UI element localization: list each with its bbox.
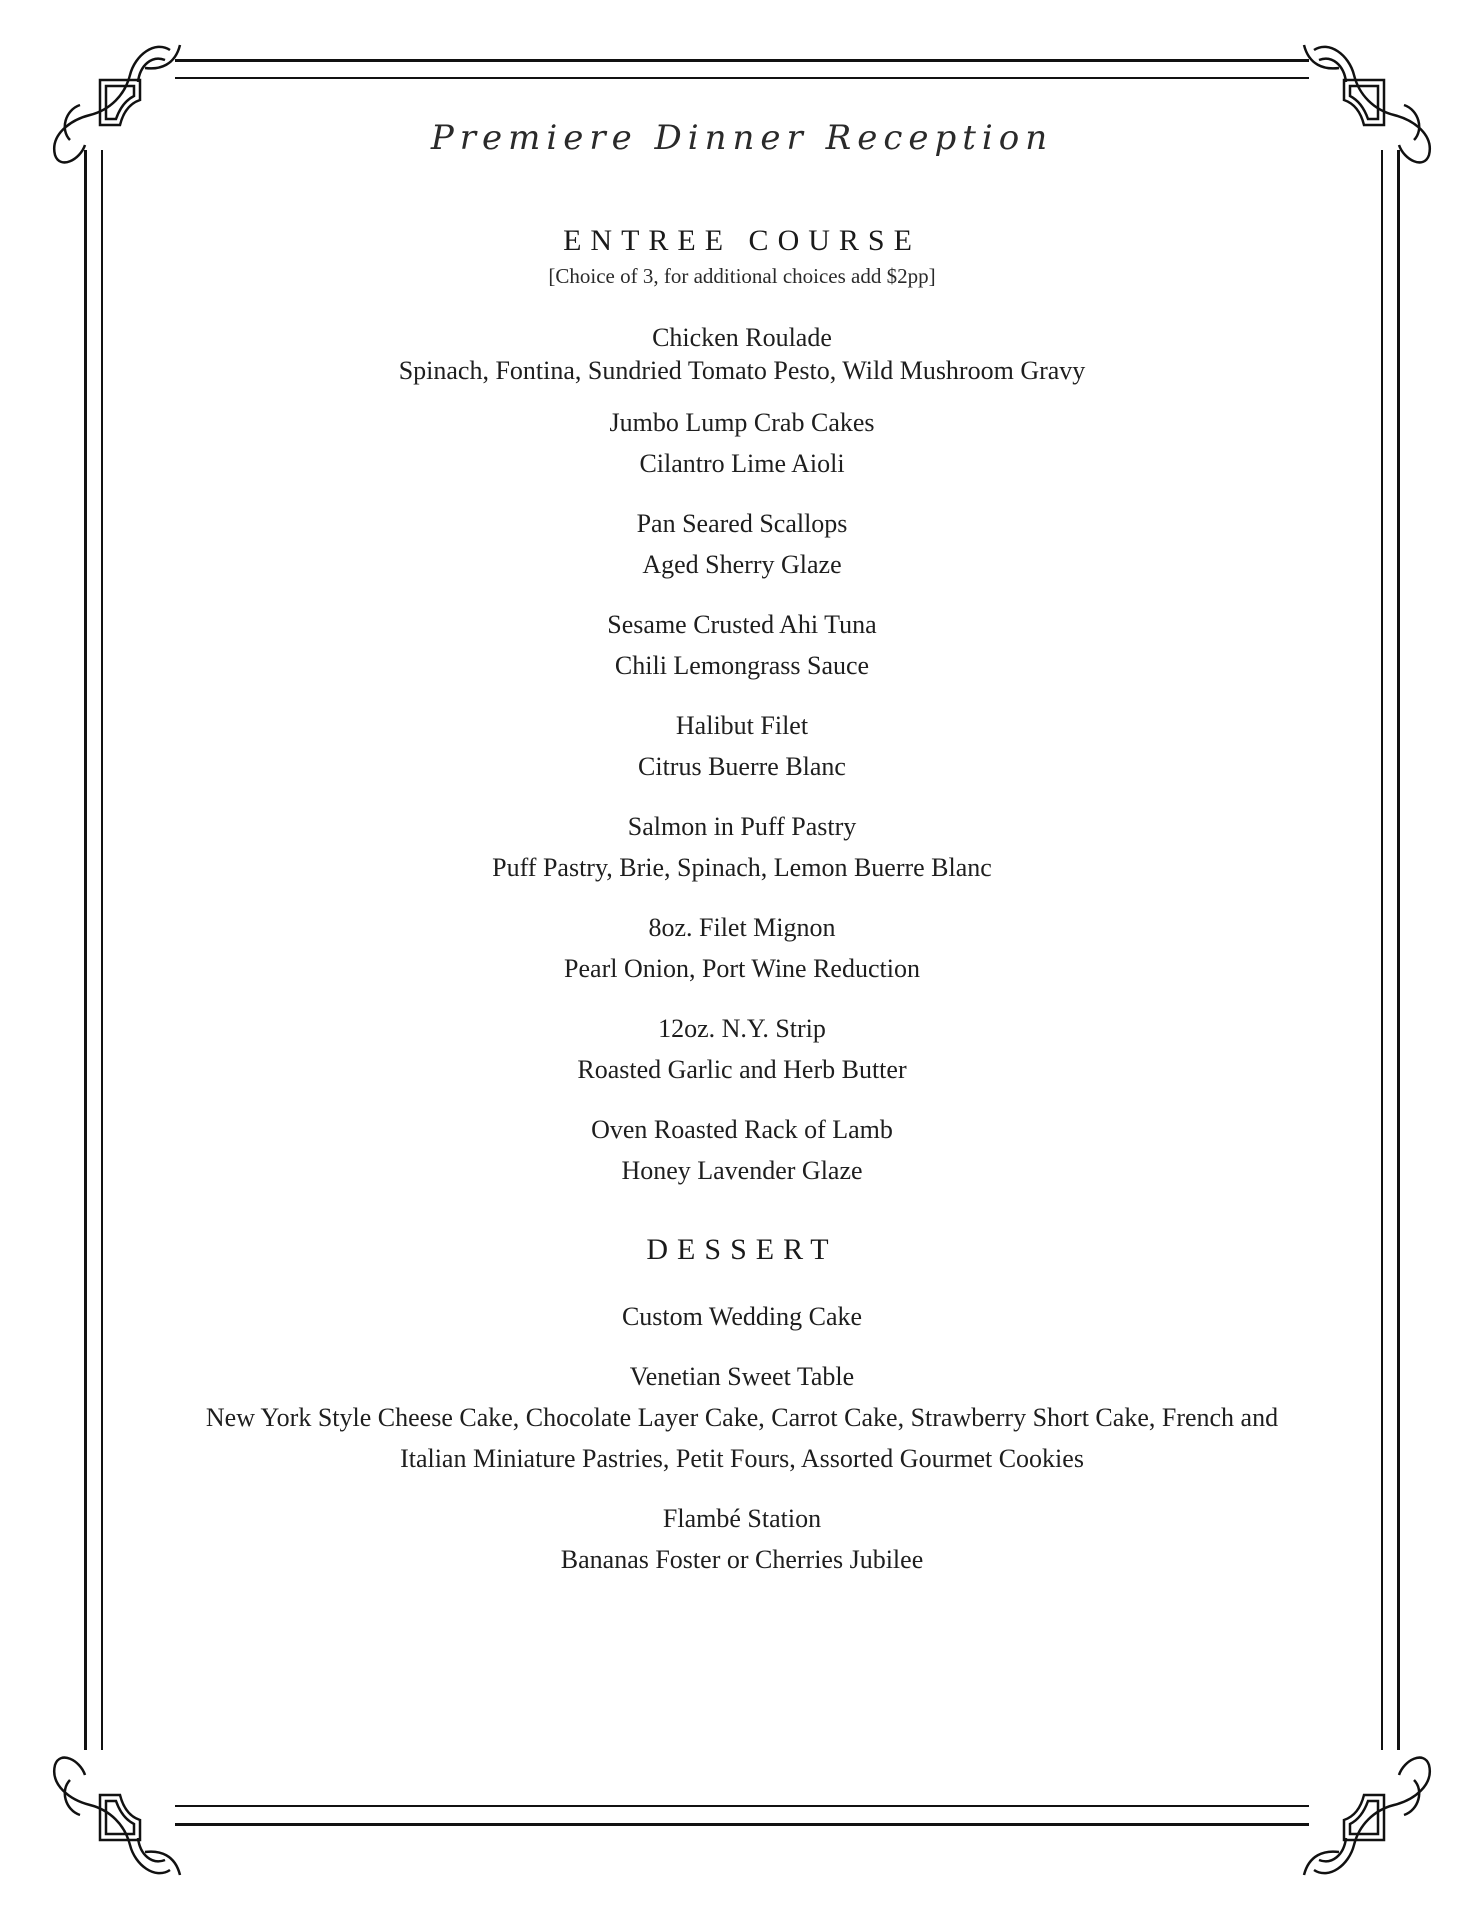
- entree-item-desc: Spinach, Fontina, Sundried Tomato Pesto, Wild Mushroom Gravy: [398, 356, 1086, 385]
- frame-top-inner-line: [175, 77, 1309, 79]
- entree-heading: ENTREE COURSE: [563, 224, 921, 257]
- flourish-corner-icon: [40, 1740, 190, 1890]
- entree-item-desc: Honey Lavender Glaze: [621, 1156, 863, 1185]
- frame-left-inner-line: [101, 150, 103, 1750]
- entree-item-name: 12oz. N.Y. Strip: [658, 1014, 826, 1043]
- entree-item-name: Salmon in Puff Pastry: [627, 812, 857, 841]
- dessert-item-name: Venetian Sweet Table: [629, 1362, 855, 1391]
- entree-item-desc: Roasted Garlic and Herb Butter: [577, 1055, 907, 1084]
- entree-item-name: Sesame Crusted Ahi Tuna: [607, 610, 877, 639]
- frame-top-outer-line: [175, 59, 1309, 62]
- frame-bottom-outer-line: [175, 1823, 1309, 1826]
- dessert-item-name: Flambé Station: [662, 1504, 822, 1533]
- entree-item-desc: Puff Pastry, Brie, Spinach, Lemon Buerre Blanc: [492, 853, 992, 882]
- frame-right-outer-line: [1397, 150, 1400, 1750]
- entree-item-name: Chicken Roulade: [652, 323, 832, 352]
- entree-note: [Choice of 3, for additional choices add $2pp]: [548, 264, 936, 288]
- frame-right-inner-line: [1381, 150, 1383, 1750]
- entree-item-name: Pan Seared Scallops: [636, 509, 848, 538]
- entree-item-desc: Cilantro Lime Aioli: [639, 449, 845, 478]
- entree-item-desc: Citrus Buerre Blanc: [638, 752, 846, 781]
- entree-item-name: 8oz. Filet Mignon: [648, 913, 836, 942]
- frame-left-outer-line: [84, 150, 87, 1750]
- dessert-heading: DESSERT: [646, 1233, 838, 1266]
- entree-item-desc: Pearl Onion, Port Wine Reduction: [564, 954, 920, 983]
- entree-item-desc: Aged Sherry Glaze: [642, 550, 842, 579]
- frame-bottom-inner-line: [175, 1805, 1309, 1807]
- page-title: Premiere Dinner Reception: [430, 118, 1054, 158]
- entree-item-name: Oven Roasted Rack of Lamb: [591, 1115, 893, 1144]
- dessert-item-desc: Bananas Foster or Cherries Jubilee: [560, 1545, 924, 1574]
- dessert-item-desc: Italian Miniature Pastries, Petit Fours, Assorted Gourmet Cookies: [400, 1444, 1084, 1473]
- dessert-item-name: Custom Wedding Cake: [621, 1302, 863, 1331]
- entree-item-desc: Chili Lemongrass Sauce: [614, 651, 870, 680]
- entree-item-name: Halibut Filet: [675, 711, 809, 740]
- flourish-corner-icon: [1294, 1740, 1444, 1890]
- dessert-item-desc: New York Style Cheese Cake, Chocolate Layer Cake, Carrot Cake, Strawberry Short Cake, French and: [205, 1403, 1279, 1432]
- entree-item-name: Jumbo Lump Crab Cakes: [609, 408, 875, 437]
